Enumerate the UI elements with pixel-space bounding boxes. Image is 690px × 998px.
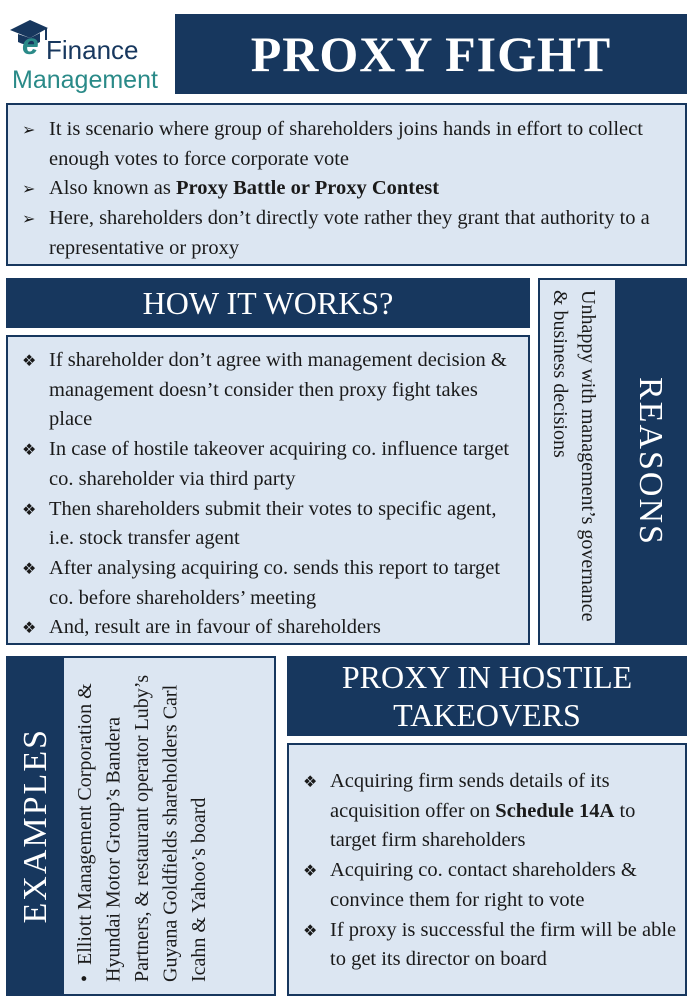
hostile-heading [287,656,687,736]
how-it-works-item: ❖ After analysing acquiring co. sends this report to target co. before shareholders’ meeting [22,554,520,613]
how-it-works-item: ❖ Then shareholders submit their votes to specific agent, i.e. stock transfer agent [22,495,520,554]
examples-text-wrap [71,672,271,982]
arrow-icon: ➢ [22,209,36,229]
intro-list [22,115,673,264]
logo-finance: Finance [46,35,139,65]
arrow-icon: ➢ [22,120,36,139]
intro-item: ➢ It is scenario where group of shareholders joins hands in effort to collect enough votes to force corporate vote [22,115,673,174]
how-it-works-item: ❖ In case of hostile takeover acquiring co. influence target co. shareholder via third party [22,435,520,494]
logo-e: e [22,28,39,61]
how-it-works-heading: HOW IT WORKS? [6,278,530,328]
arrow-icon: ➢ [22,179,36,199]
diamond-icon: ❖ [303,861,318,881]
diamond-icon: ❖ [303,920,318,940]
logo [6,14,171,94]
hostile-list [303,767,677,975]
hostile-heading-line2: TAKEOVERS [393,697,581,733]
how-it-works-item: ❖ And, result are in favour of shareholders [22,613,520,643]
diamond-icon: ❖ [22,499,37,519]
hostile-heading-line1: PROXY IN HOSTILE [341,659,633,695]
examples-heading: EXAMPLES [17,728,54,924]
examples-text: Elliott Management Corporation & Hyundai Motor Group’s Bandera Partners, & restaurant operator Luby’s Guyana Goldfields shareholders Carl Icahn & Yahoo’s board [74,674,210,982]
diamond-icon: ❖ [22,351,37,370]
examples-heading-bar [8,658,64,994]
examples-box [6,656,276,996]
reasons-heading-bar [615,280,685,643]
intro-item: ➢ Here, shareholders don’t directly vote rather they grant that authority to a representative or proxy [22,204,673,263]
intro-item: ➢ Also known as Proxy Battle or Proxy Contest [22,174,673,204]
hostile-item: ❖ Acquiring co. contact shareholders & convince them for right to vote [303,856,677,915]
hostile-item: ❖ If proxy is successful the firm will be able to get its director on board [303,916,677,975]
how-it-works-item: ❖ If shareholder don’t agree with management decision & management doesn’t consider then proxy fight takes place [22,346,520,435]
diamond-icon: ❖ [22,618,37,638]
bullet-icon: • [74,974,96,982]
diamond-icon: ❖ [22,440,37,460]
logo-management: Management [12,66,158,94]
how-it-works-box [6,335,530,645]
diamond-icon: ❖ [22,558,37,578]
hostile-box [287,743,687,996]
reasons-heading: REASONS [632,377,669,546]
diamond-icon: ❖ [303,772,318,791]
reasons-box [538,278,687,645]
hostile-item: ❖ Acquiring firm sends details of its acquisition offer on Schedule 14A to target firm shareholders [303,767,677,856]
intro-box [6,103,687,266]
how-it-works-list [22,346,520,643]
reasons-text: Unhappy with management’s governance & business decisions [549,290,599,622]
page-title: PROXY FIGHT [175,14,687,94]
